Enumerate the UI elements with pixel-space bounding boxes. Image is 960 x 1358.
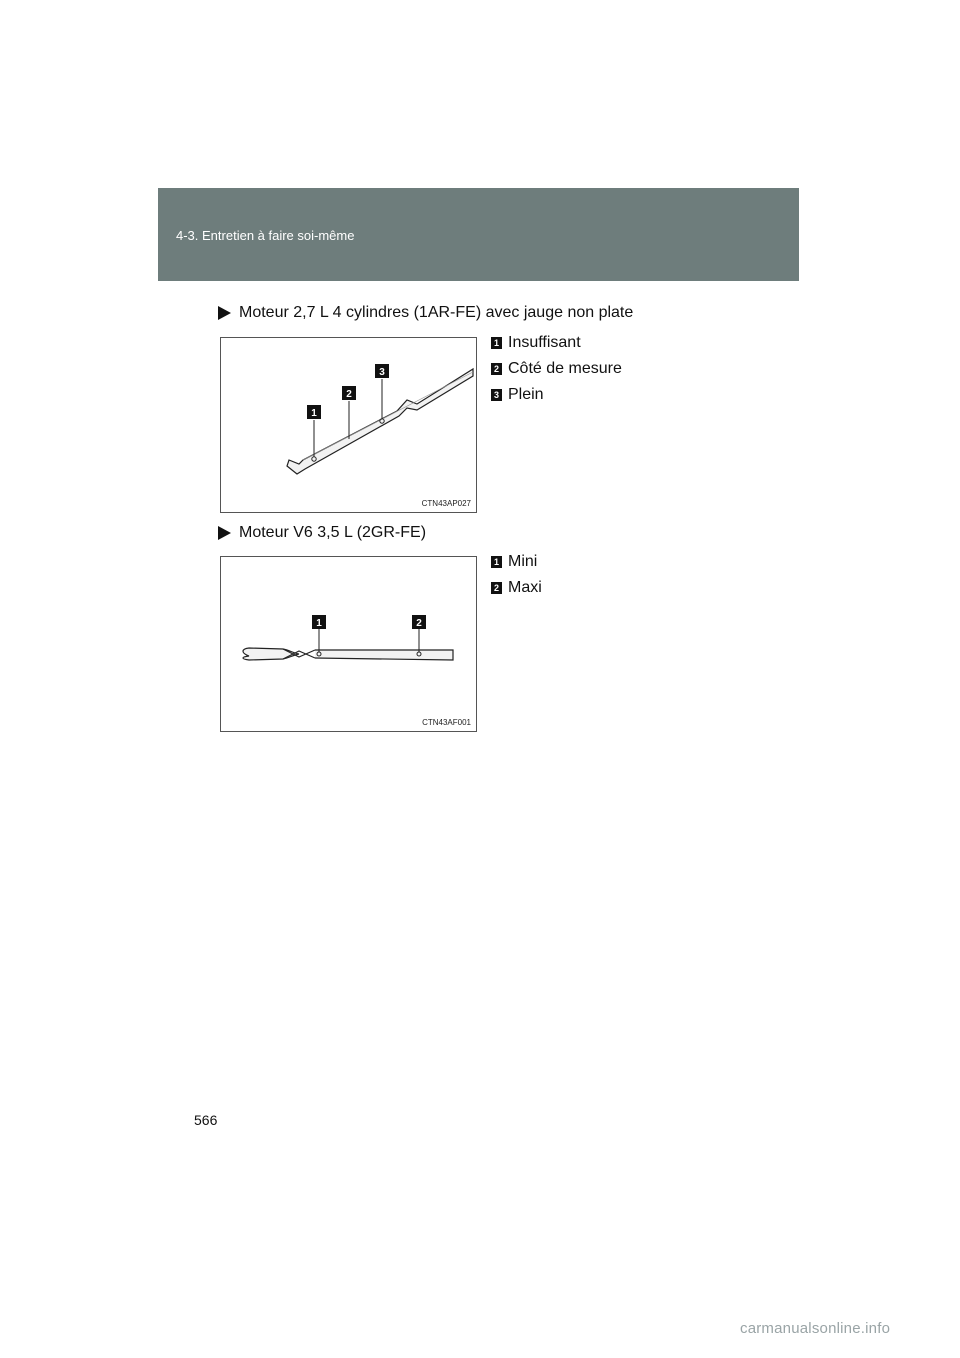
legend-item-plein (491, 382, 622, 408)
dipstick-illustration-1ar-fe (221, 338, 476, 512)
legend-label: Plein (508, 386, 544, 403)
legend-number: 2 (491, 363, 502, 375)
dipstick-figure-2gr-fe (220, 556, 477, 732)
dipstick-edge (303, 372, 473, 460)
marker-2: 2 (416, 618, 422, 629)
legend-number: 2 (491, 582, 502, 594)
legend-label: Mini (508, 553, 538, 570)
header-band (158, 188, 799, 281)
bullet-arrow-icon (218, 526, 231, 540)
section-heading-1ar-fe (218, 304, 633, 322)
dipstick-illustration-2gr-fe (221, 557, 476, 731)
legend-label: Maxi (508, 579, 542, 596)
section-title: 4-3. Entretien à faire soi-même (176, 228, 355, 243)
legend-item-cote-de-mesure (491, 356, 622, 382)
section-heading-2gr-fe (218, 524, 426, 542)
figure-code: CTN43AF001 (422, 718, 471, 727)
legend-item-maxi (491, 575, 542, 601)
marker-2: 2 (346, 389, 352, 400)
figure-code: CTN43AP027 (421, 499, 471, 508)
legend-number: 3 (491, 389, 502, 401)
marker-3: 3 (379, 367, 385, 378)
legend-1ar-fe (491, 330, 622, 408)
legend-2gr-fe (491, 549, 542, 601)
legend-item-mini (491, 549, 542, 575)
dipstick-figure-1ar-fe (220, 337, 477, 513)
dipstick-blade (315, 650, 453, 660)
marker-1: 1 (316, 618, 322, 629)
dipstick-handle (243, 648, 299, 660)
legend-number: 1 (491, 556, 502, 568)
page-number: 566 (194, 1112, 218, 1128)
legend-item-insuffisant (491, 330, 622, 356)
footer-watermark: carmanualsonline.info (740, 1320, 891, 1337)
marker-1: 1 (311, 408, 317, 419)
legend-label: Insuffisant (508, 334, 581, 351)
section-heading-text: Moteur V6 3,5 L (2GR-FE) (239, 524, 427, 541)
section-heading-text: Moteur 2,7 L 4 cylindres (1AR-FE) avec jauge non plate (239, 304, 634, 321)
legend-number: 1 (491, 337, 502, 349)
legend-label: Côté de mesure (508, 360, 622, 377)
bullet-arrow-icon (218, 306, 231, 320)
